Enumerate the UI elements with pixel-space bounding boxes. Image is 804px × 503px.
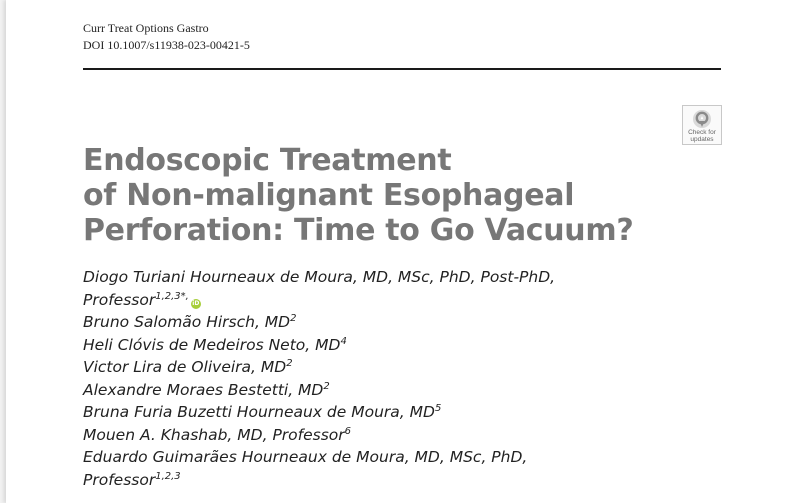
author-line: Diogo Turiani Hourneaux de Moura, MD, MSc, PhD, Post-PhD, <box>83 268 556 286</box>
title-line: Endoscopic Treatment <box>83 143 452 178</box>
author-line: Bruna Furia Buzetti Hourneaux de Moura, $MD^5$ <box>83 403 442 421</box>
header-rule <box>83 68 721 70</box>
article-page <box>6 0 804 503</box>
orcid-icon[interactable]: iD <box>192 299 200 307</box>
author-line: Bruno Salomão Hirsch, $MD^2$ <box>83 313 297 331</box>
check-for-updates-label: Check for updates <box>688 129 716 143</box>
journal-name: Curr Treat Options Gastro <box>83 21 209 35</box>
affiliation-sup: 2 <box>323 380 330 392</box>
author-line: Alexandre Moraes Bestetti, $MD^2$ <box>83 380 330 399</box>
doi-link[interactable]: DOI 10.1007/s11938-023-00421-5 <box>83 38 250 52</box>
affiliation-sup: 5 <box>434 403 442 414</box>
author-line: Victor Lira de Oliveira, $MD^2$ <box>83 358 293 376</box>
journal-header <box>83 20 250 54</box>
affiliation-sup: 6 <box>344 425 352 437</box>
check-for-updates-badge[interactable] <box>682 105 722 145</box>
affiliation-sup: 2 <box>286 358 293 369</box>
crossmark-icon <box>692 109 712 129</box>
article-title <box>83 143 723 248</box>
affiliation-sup: 2 <box>290 313 297 324</box>
affiliation-sup: 1,2,3 <box>155 470 181 482</box>
author-line: Eduardo Guimarães Hourneaux de Moura, MD, MSc, PhD, <box>83 448 528 466</box>
author-list <box>83 266 733 491</box>
author-line: Professor$^{1,2,3*,}$iD <box>83 290 200 309</box>
author-line: Mouen A. Khashab, MD, Professor$^6$ <box>83 425 352 444</box>
author-line: Professor$^{1,2,3}$ <box>83 470 181 489</box>
title-line: of Non-malignant Esophageal <box>83 178 575 213</box>
author-line: Heli Clóvis de Medeiros Neto, $MD^4$ <box>83 335 347 354</box>
affiliation-sup: 4 <box>340 335 347 347</box>
affiliation-sup: 1,2,3*, <box>155 290 189 302</box>
title-line: Perforation: Time to Go Vacuum? <box>83 213 634 248</box>
